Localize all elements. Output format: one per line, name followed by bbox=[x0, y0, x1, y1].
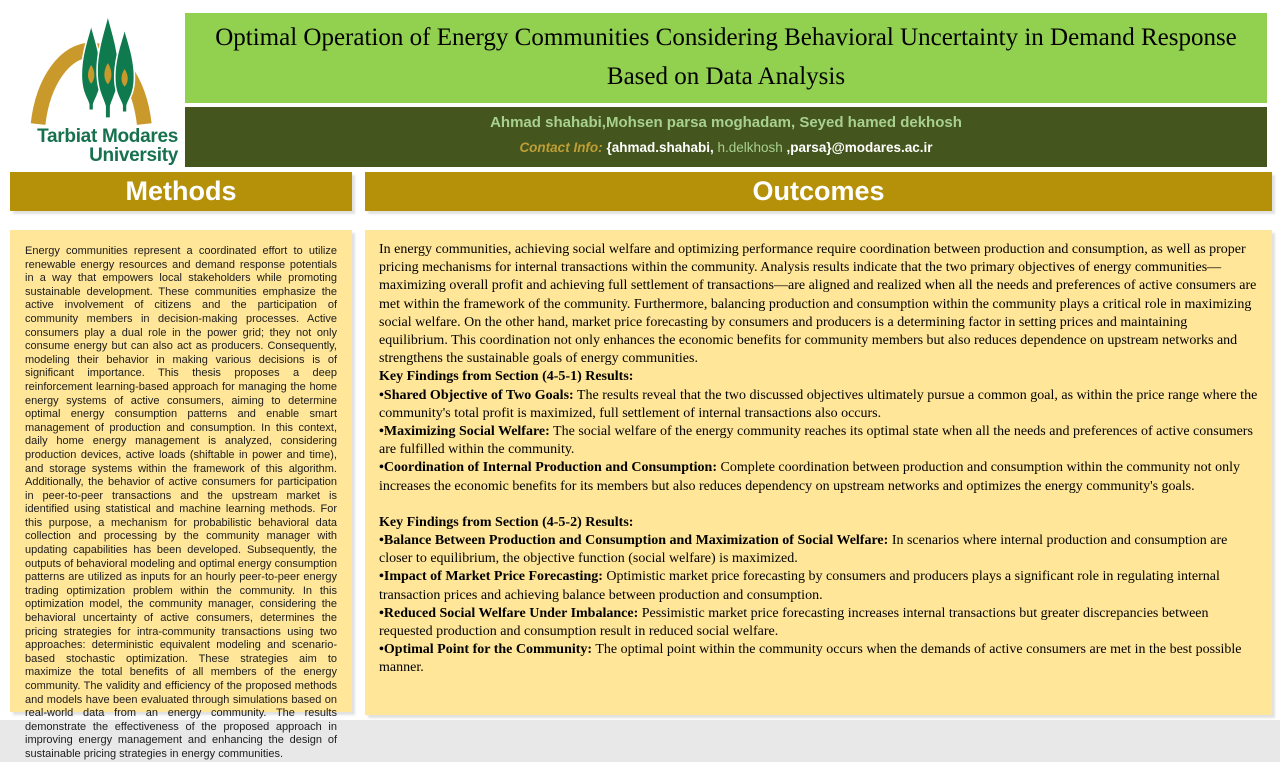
contact-email-pre: {ahmad.shahabi, bbox=[606, 140, 718, 155]
outcomes-section-header: Outcomes bbox=[365, 172, 1272, 211]
finding-item bbox=[379, 568, 1258, 604]
title-banner bbox=[185, 13, 1267, 103]
contact-label: Contact Info: bbox=[519, 140, 607, 155]
finding-item bbox=[379, 532, 1258, 568]
finding-text: The social welfare of the energy community reaches its optimal state when all the needs and preferences of active consumers are fulfilled within the community. bbox=[379, 424, 1253, 458]
university-name-line1: Tarbiat Modares bbox=[37, 126, 178, 147]
outcomes-key-findings bbox=[379, 368, 1258, 677]
finding-text: Pessimistic market price forecasting increases internal transactions but greater discrepancies between requested production and consumption result in reduced social welfare. bbox=[379, 605, 1209, 640]
finding-text: Optimistic market price forecasting by consumers and producers plays a significant role in regulating internal transaction prices and achieving balance between production and consumption. bbox=[379, 569, 1220, 603]
poster-title: Optimal Operation of Energy Communities Considering Behavioral Uncertainty in Demand Response Based on Data Analysis bbox=[215, 24, 1237, 90]
finding-lead: •Maximizing Social Welfare: bbox=[379, 424, 550, 440]
methods-body-text: Energy communities represent a coordinated effort to utilize renewable energy resources and demand response potentials in a way that empowers local stakeholders while promoting sustainable development. These communities emphasize the active involvement of citizens and the participation of community members in decision-making processes. Active consumers play a dual role in the power grid; they not only consume energy but can also act as producers. Consequently, modeling their behavior in making various decisions is of significant importance. This thesis proposes a deep reinforcement learning-based approach for managing the home energy systems of active consumers, aiming to determine optimal energy consumption patterns and enable smart management of production and consumption. In this context, daily home energy management is analyzed, considering production devices, active loads (shiftable in power and time), and storage systems within the framework of this algorithm. Additionally, the behavior of active consumers for participation in peer-to-peer transactions and the upstream market is identified using statistical and machine learning methods. For this purpose, a mechanism for probabilistic behavioral data collection and processing by the community manager with updating capabilities has been developed. Subsequently, the outputs of behavioral modeling and optimal energy consumption patterns are utilized as inputs for an hourly peer-to-peer energy trading optimization problem within the community. In this optimization model, the community manager, considering the behavioral uncertainty of active consumers, determines the pricing strategies for intra-community transactions using two approaches: deterministic equivalent modeling and scenario-based stochastic optimization. These strategies aim to maximize the total benefits of all members of the energy community. The validity and efficiency of the proposed methods and models have been evaluated through simulations based on real-world data from an energy community. The results demonstrate the effectiveness of the proposed approach in improving energy management and enhancing the design of sustainable pricing strategies in energy communities. bbox=[25, 245, 337, 760]
finding-item bbox=[379, 387, 1258, 423]
contact-line bbox=[185, 140, 1267, 155]
finding-item bbox=[379, 423, 1258, 459]
university-name bbox=[22, 127, 178, 166]
finding-lead: •Coordination of Internal Production and Consumption: bbox=[379, 460, 717, 476]
author-bar bbox=[185, 107, 1267, 167]
key-findings-section bbox=[379, 368, 1258, 495]
university-logo-icon bbox=[22, 8, 180, 126]
finding-text: The results reveal that the two discussed objectives ultimately pursue a common goal, as within the price range where the community's total profit is maximized, full settlement of internal transactions also occurs. bbox=[379, 387, 1258, 421]
contact-email-highlight: h.delkhosh bbox=[717, 140, 787, 155]
methods-section-header: Methods bbox=[10, 172, 352, 211]
finding-item bbox=[379, 641, 1258, 677]
outcomes-panel bbox=[365, 230, 1272, 715]
finding-text: In scenarios where internal production and consumption are closer to equilibrium, the objective function (social welfare) is maximized. bbox=[379, 533, 1228, 567]
key-findings-heading: Key Findings from Section (4-5-2) Results: bbox=[379, 514, 634, 530]
finding-item bbox=[379, 459, 1258, 495]
finding-item bbox=[379, 605, 1258, 641]
finding-text: The optimal point within the community occurs when the demands of active consumers are met in the best possible manner. bbox=[379, 642, 1242, 676]
university-name-line2: University bbox=[89, 145, 178, 167]
finding-lead: •Reduced Social Welfare Under Imbalance: bbox=[379, 605, 639, 621]
finding-lead: •Shared Objective of Two Goals: bbox=[379, 387, 574, 403]
key-findings-heading: Key Findings from Section (4-5-1) Results: bbox=[379, 369, 634, 385]
key-findings-section bbox=[379, 514, 1258, 678]
authors-line: Ahmad shahabi,Mohsen parsa moghadam, Seyed hamed dekhosh bbox=[490, 114, 962, 131]
finding-lead: •Impact of Market Price Forecasting: bbox=[379, 569, 603, 585]
university-logo bbox=[22, 8, 182, 168]
outcomes-intro-text: In energy communities, achieving social welfare and optimizing performance require coordination between production and consumption, as well as proper pricing mechanisms for internal transactions within the community. Analysis results indicate that the two primary objectives of energy communities—maximizing overall profit and achieving full settlement of transactions—are aligned and realized when all the needs and preferences of active consumers are met within the framework of the community. Furthermore, balancing production and consumption within the community plays a critical role in maximizing social welfare. On the other hand, market price forecasting by consumers and producers is a determining factor in setting prices and maintaining equilibrium. This coordination not only enhances the economic benefits for community members but also reduces dependence on upstream networks and strengthens the sustainable goals of energy communities. bbox=[379, 242, 1257, 367]
finding-lead: •Optimal Point for the Community: bbox=[379, 642, 593, 658]
finding-lead: •Balance Between Production and Consumption and Maximization of Social Welfare: bbox=[379, 533, 889, 549]
methods-panel bbox=[10, 230, 352, 760]
finding-text: Complete coordination between production and consumption within the community not only increases the economic benefits for its members but also reduces dependency on upstream networks and optimizes the energy community's goals. bbox=[379, 460, 1240, 494]
contact-email-post: ,parsa}@modares.ac.ir bbox=[786, 140, 933, 155]
